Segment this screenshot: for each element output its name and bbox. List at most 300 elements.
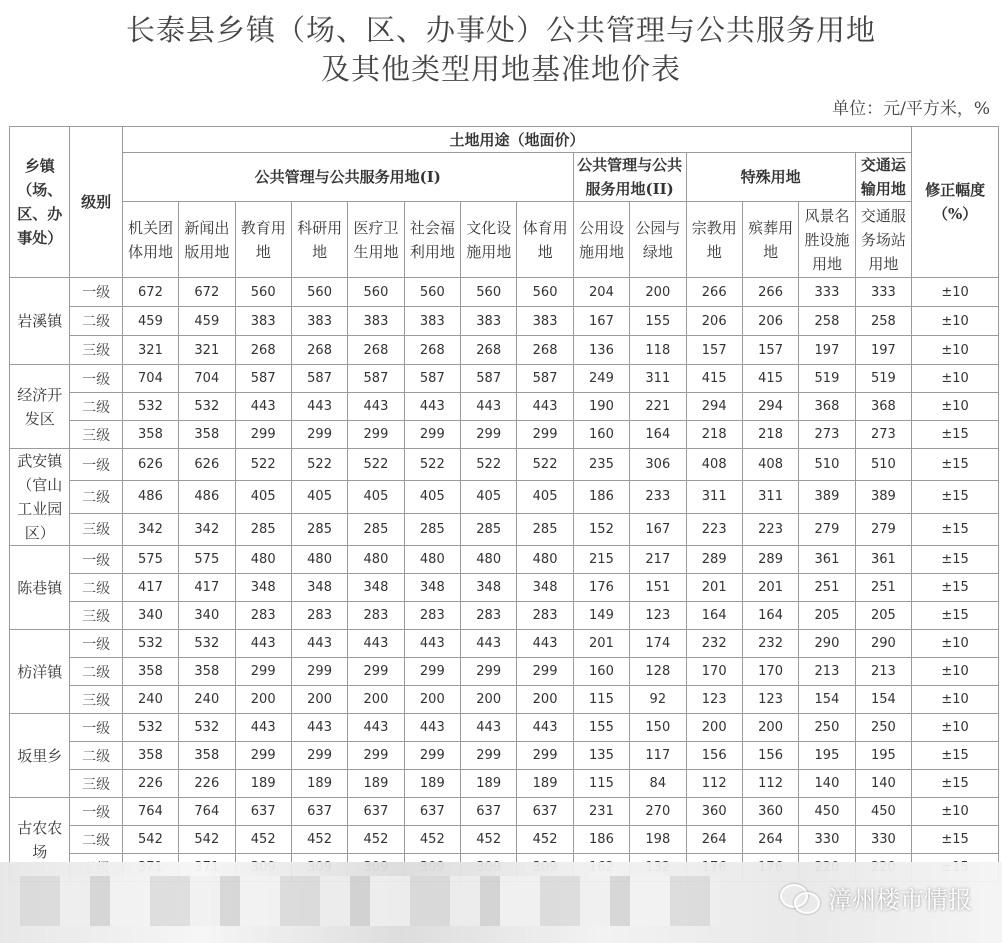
price-cell: 268 [291,336,347,365]
price-cell: 266 [742,278,798,307]
town-name: 古农农场 [10,798,70,882]
price-cell: 348 [348,574,404,602]
price-cell: 415 [686,365,742,393]
header-col: 文化设施用地 [461,202,517,278]
price-cell: 368 [799,393,855,421]
price-cell: 289 [686,546,742,574]
price-cell: 283 [235,602,291,630]
price-cell: 201 [573,630,629,658]
price-cell: 240 [122,686,178,714]
price-cell: 417 [179,574,235,602]
price-cell: 283 [404,602,460,630]
price-cell: 532 [122,714,178,742]
header-col: 社会福利用地 [404,202,460,278]
price-cell: 348 [235,574,291,602]
price-cell: 299 [348,742,404,770]
price-cell: 519 [799,365,855,393]
price-cell: 149 [573,602,629,630]
header-col: 公用设施用地 [573,202,629,278]
price-cell: 268 [517,336,573,365]
price-cell: 408 [742,449,798,481]
price-cell: 189 [291,770,347,798]
town-name: 坂里乡 [10,714,70,798]
price-cell: 299 [291,421,347,449]
price-cell: 217 [630,546,686,574]
adjust-cell: ±15 [912,481,999,513]
price-cell: 443 [235,714,291,742]
price-cell: 452 [461,826,517,854]
price-cell: 626 [122,449,178,481]
price-cell: 443 [461,714,517,742]
price-cell: 560 [461,278,517,307]
adjust-cell: ±10 [912,658,999,686]
price-cell: 532 [179,393,235,421]
table-row [10,365,999,393]
price-cell: 360 [742,798,798,826]
price-cell: 299 [235,742,291,770]
price-cell: 522 [291,449,347,481]
level-cell: 三级 [70,513,122,545]
table-row [10,770,999,798]
table-row [10,481,999,513]
price-cell: 361 [799,546,855,574]
price-cell: 240 [179,686,235,714]
adjust-cell: ±10 [912,336,999,365]
table-row [10,630,999,658]
price-cell: 283 [348,602,404,630]
price-cell: 164 [630,421,686,449]
price-cell: 330 [799,826,855,854]
price-cell: 201 [742,574,798,602]
price-cell: 443 [461,630,517,658]
price-cell: 205 [799,602,855,630]
header-group-4: 交通运输用地 [855,153,912,202]
price-cell: 358 [179,658,235,686]
price-cell: 221 [630,393,686,421]
price-cell: 251 [855,574,912,602]
price-cell: 285 [235,513,291,545]
price-cell: 204 [573,278,629,307]
price-cell: 249 [573,365,629,393]
price-cell: 251 [799,574,855,602]
price-cell: 189 [517,770,573,798]
price-cell: 160 [573,658,629,686]
price-cell: 342 [122,513,178,545]
price-cell: 164 [686,602,742,630]
price-cell: 587 [348,365,404,393]
price-cell: 480 [235,546,291,574]
price-cell: 157 [742,336,798,365]
price-cell: 299 [404,742,460,770]
price-cell: 205 [855,602,912,630]
level-cell: 一级 [70,449,122,481]
price-cell: 150 [630,714,686,742]
header-col: 医疗卫生用地 [348,202,404,278]
price-cell: 348 [517,574,573,602]
header-col: 新闻出版用地 [179,202,235,278]
price-cell: 486 [122,481,178,513]
table-row [10,307,999,336]
price-cell: 218 [742,421,798,449]
price-cell: 510 [855,449,912,481]
price-cell: 330 [855,826,912,854]
price-cell: 294 [742,393,798,421]
price-cell: 156 [686,742,742,770]
price-cell: 273 [799,421,855,449]
price-cell: 764 [122,798,178,826]
price-cell: 117 [630,742,686,770]
unit-label: 单位：元/平方米，% [832,99,990,119]
price-cell: 587 [461,365,517,393]
price-cell: 450 [855,798,912,826]
price-cell: 174 [630,630,686,658]
adjust-cell: ±15 [912,546,999,574]
page-title: 长泰县乡镇（场、区、办事处）公共管理与公共服务用地 [125,13,876,47]
header-adjust: 修正幅度（%） [912,127,999,278]
price-cell: 480 [461,546,517,574]
price-cell: 118 [630,336,686,365]
adjust-cell: ±15 [912,770,999,798]
price-cell: 452 [517,826,573,854]
price-cell: 155 [573,714,629,742]
price-cell: 405 [517,481,573,513]
price-cell: 200 [742,714,798,742]
price-cell: 206 [742,307,798,336]
price-cell: 522 [235,449,291,481]
price-cell: 160 [573,421,629,449]
price-cell: 268 [348,336,404,365]
price-cell: 405 [461,481,517,513]
price-cell: 637 [291,798,347,826]
price-cell: 135 [573,742,629,770]
price-cell: 452 [291,826,347,854]
price-cell: 270 [630,798,686,826]
price-cell: 587 [291,365,347,393]
price-cell: 348 [461,574,517,602]
header-col: 科研用地 [291,202,347,278]
price-cell: 155 [630,307,686,336]
adjust-cell: ±15 [912,449,999,481]
price-cell: 575 [122,546,178,574]
price-cell: 486 [179,481,235,513]
price-cell: 368 [855,393,912,421]
price-cell: 285 [461,513,517,545]
price-cell: 587 [235,365,291,393]
price-cell: 389 [799,481,855,513]
level-cell: 三级 [70,336,122,365]
price-cell: 279 [855,513,912,545]
price-cell: 587 [517,365,573,393]
price-cell: 311 [686,481,742,513]
price-cell: 268 [404,336,460,365]
header-level: 级别 [70,127,122,278]
price-cell: 226 [122,770,178,798]
level-cell: 三级 [70,686,122,714]
price-cell: 348 [291,574,347,602]
price-cell: 283 [461,602,517,630]
price-cell: 200 [291,686,347,714]
level-cell: 二级 [70,393,122,421]
price-cell: 164 [742,602,798,630]
price-cell: 358 [179,742,235,770]
price-cell: 233 [630,481,686,513]
price-cell: 480 [348,546,404,574]
price-cell: 340 [122,602,178,630]
price-cell: 360 [686,798,742,826]
price-cell: 201 [686,574,742,602]
price-cell: 443 [517,630,573,658]
table-row [10,513,999,545]
price-cell: 443 [404,393,460,421]
price-cell: 285 [517,513,573,545]
price-cell: 200 [404,686,460,714]
level-cell: 二级 [70,826,122,854]
table-row [10,421,999,449]
adjust-cell: ±10 [912,365,999,393]
level-cell: 一级 [70,546,122,574]
adjust-cell: ±15 [912,574,999,602]
price-cell: 321 [122,336,178,365]
price-cell: 704 [179,365,235,393]
price-cell: 408 [686,449,742,481]
header-group-3: 特殊用地 [686,153,855,202]
price-cell: 704 [122,365,178,393]
price-cell: 383 [235,307,291,336]
price-cell: 151 [630,574,686,602]
table-row [10,546,999,574]
price-cell: 170 [742,658,798,686]
table-row [10,278,999,307]
price-cell: 189 [404,770,460,798]
price-cell: 443 [517,393,573,421]
town-name: 陈巷镇 [10,546,70,630]
price-cell: 560 [348,278,404,307]
price-cell: 189 [461,770,517,798]
table-row [10,798,999,826]
price-cell: 92 [630,686,686,714]
table-row [10,742,999,770]
price-cell: 452 [404,826,460,854]
price-cell: 383 [517,307,573,336]
price-cell: 522 [461,449,517,481]
level-cell: 二级 [70,742,122,770]
header-group-2: 公共管理与公共服务用地(II) [573,153,686,202]
price-cell: 206 [686,307,742,336]
price-cell: 637 [517,798,573,826]
price-cell: 299 [235,421,291,449]
price-cell: 283 [291,602,347,630]
price-cell: 522 [348,449,404,481]
header-col: 宗教用地 [686,202,742,278]
adjust-cell: ±10 [912,307,999,336]
price-cell: 389 [855,481,912,513]
price-cell: 672 [179,278,235,307]
price-cell: 226 [179,770,235,798]
price-cell: 443 [291,714,347,742]
price-cell: 285 [404,513,460,545]
price-cell: 200 [686,714,742,742]
price-cell: 223 [686,513,742,545]
price-cell: 299 [517,742,573,770]
price-cell: 167 [573,307,629,336]
wechat-icon [780,882,820,914]
price-cell: 306 [630,449,686,481]
level-cell: 三级 [70,602,122,630]
price-cell: 285 [291,513,347,545]
price-cell: 383 [291,307,347,336]
price-cell: 383 [404,307,460,336]
header-col: 机关团体用地 [122,202,178,278]
town-name: 岩溪镇 [10,278,70,365]
level-cell: 三级 [70,421,122,449]
price-cell: 522 [404,449,460,481]
price-cell: 231 [573,798,629,826]
adjust-cell: ±15 [912,421,999,449]
price-cell: 443 [404,630,460,658]
adjust-cell: ±15 [912,602,999,630]
price-cell: 459 [122,307,178,336]
header-col: 殡葬用地 [742,202,798,278]
adjust-cell: ±10 [912,798,999,826]
price-cell: 268 [235,336,291,365]
price-cell: 232 [742,630,798,658]
price-cell: 542 [122,826,178,854]
price-cell: 186 [573,826,629,854]
price-cell: 264 [686,826,742,854]
price-cell: 321 [179,336,235,365]
adjust-cell: ±10 [912,278,999,307]
price-cell: 299 [517,421,573,449]
price-cell: 637 [348,798,404,826]
price-cell: 532 [179,630,235,658]
adjust-cell: ±10 [912,714,999,742]
level-cell: 二级 [70,481,122,513]
table-row [10,449,999,481]
header-group-1: 公共管理与公共服务用地(I) [122,153,573,202]
price-cell: 299 [235,658,291,686]
price-cell: 190 [573,393,629,421]
level-cell: 三级 [70,770,122,798]
price-cell: 510 [799,449,855,481]
price-cell: 250 [855,714,912,742]
price-cell: 672 [122,278,178,307]
price-cell: 415 [742,365,798,393]
price-cell: 405 [291,481,347,513]
table-row [10,574,999,602]
adjust-cell: ±10 [912,393,999,421]
price-cell: 84 [630,770,686,798]
adjust-cell: ±10 [912,686,999,714]
level-cell: 一级 [70,798,122,826]
price-cell: 156 [742,742,798,770]
price-cell: 200 [461,686,517,714]
price-cell: 136 [573,336,629,365]
price-cell: 154 [799,686,855,714]
price-cell: 299 [348,421,404,449]
price-cell: 299 [404,421,460,449]
price-cell: 112 [686,770,742,798]
price-cell: 112 [742,770,798,798]
header-col: 教育用地 [235,202,291,278]
header-col: 风景名胜设施用地 [799,202,855,278]
price-cell: 299 [404,658,460,686]
price-cell: 273 [855,421,912,449]
price-cell: 167 [630,513,686,545]
price-cell: 443 [348,714,404,742]
price-cell: 443 [235,393,291,421]
price-cell: 264 [742,826,798,854]
price-cell: 195 [799,742,855,770]
price-cell: 195 [855,742,912,770]
price-cell: 443 [235,630,291,658]
price-cell: 157 [686,336,742,365]
level-cell: 一级 [70,278,122,307]
price-cell: 235 [573,449,629,481]
price-cell: 637 [404,798,460,826]
price-cell: 637 [235,798,291,826]
price-cell: 283 [517,602,573,630]
price-cell: 383 [348,307,404,336]
table-row [10,393,999,421]
price-cell: 290 [799,630,855,658]
price-cell: 311 [742,481,798,513]
price-cell: 123 [686,686,742,714]
price-cell: 542 [179,826,235,854]
price-cell: 250 [799,714,855,742]
price-cell: 197 [855,336,912,365]
price-cell: 560 [291,278,347,307]
price-cell: 405 [404,481,460,513]
price-cell: 480 [291,546,347,574]
price-cell: 299 [461,421,517,449]
price-cell: 342 [179,513,235,545]
price-cell: 311 [630,365,686,393]
price-cell: 358 [122,421,178,449]
price-cell: 140 [799,770,855,798]
price-cell: 443 [291,630,347,658]
town-name: 经济开发区 [10,365,70,449]
price-cell: 268 [461,336,517,365]
price-cell: 279 [799,513,855,545]
town-name: 武安镇（官山工业园区） [10,449,70,546]
table-row [10,686,999,714]
adjust-cell: ±10 [912,630,999,658]
price-cell: 152 [573,513,629,545]
table-row [10,658,999,686]
level-cell: 一级 [70,630,122,658]
price-cell: 358 [122,742,178,770]
page-subtitle: 及其他类型用地基准地价表 [320,52,681,86]
price-cell: 340 [179,602,235,630]
header-col: 体育用地 [517,202,573,278]
adjust-cell: ±15 [912,742,999,770]
price-cell: 459 [179,307,235,336]
price-cell: 560 [235,278,291,307]
price-cell: 348 [404,574,460,602]
price-cell: 417 [122,574,178,602]
price-cell: 123 [742,686,798,714]
price-cell: 532 [122,630,178,658]
level-cell: 二级 [70,658,122,686]
price-cell: 764 [179,798,235,826]
price-cell: 123 [630,602,686,630]
price-cell: 532 [122,393,178,421]
price-cell: 519 [855,365,912,393]
price-cell: 358 [122,658,178,686]
price-cell: 232 [686,630,742,658]
price-cell: 450 [799,798,855,826]
price-cell: 299 [517,658,573,686]
